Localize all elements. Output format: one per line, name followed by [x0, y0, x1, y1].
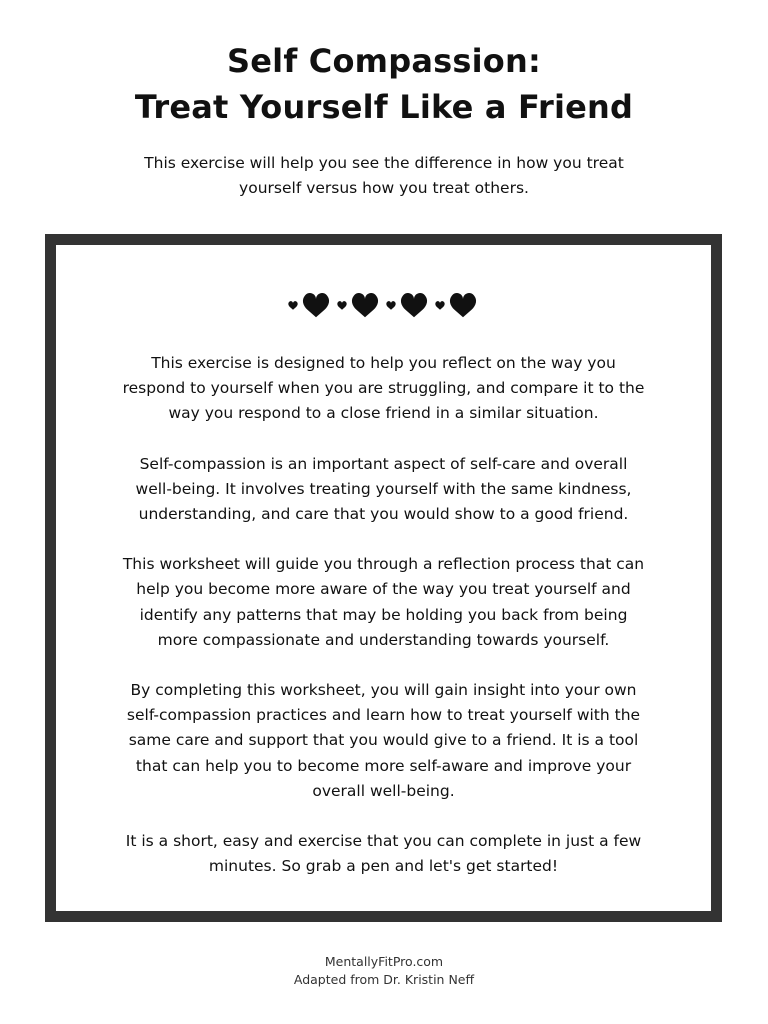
paragraph-line: This exercise is designed to help you reflect on the way you	[151, 354, 616, 372]
paragraph-line: way you respond to a close friend in a similar situation.	[168, 404, 599, 423]
paragraph-line: overall well-being.	[312, 781, 455, 800]
paragraph-line: identify any patterns that may be holding you back from being	[139, 605, 628, 624]
paragraph-line: well-being. It involves treating yourself with the same kindness,	[135, 479, 632, 498]
body-text	[80, 351, 687, 904]
paragraph-line: help you become more aware of the way you treat yourself and	[136, 580, 631, 599]
title-line-2: Treat Yourself Like a Friend	[134, 88, 634, 126]
paragraph-worksheet-guide	[80, 552, 687, 653]
large-heart-icon	[302, 293, 328, 317]
intro-text	[84, 151, 684, 201]
paragraph-line: that can help you to become more self-aware and improve your	[135, 756, 632, 775]
large-heart-icon	[351, 293, 377, 317]
small-heart-icon	[337, 301, 346, 310]
paragraph-intro	[80, 351, 687, 427]
footer-attribution: Adapted from Dr. Kristin Neff	[293, 972, 475, 987]
intro-line-2: yourself versus how you treat others.	[239, 179, 529, 197]
large-heart-icon	[400, 293, 426, 317]
small-heart-icon	[386, 301, 395, 310]
paragraph-line: more compassionate and understanding towards yourself.	[157, 630, 610, 649]
paragraph-line: This worksheet will guide you through a reflection process that can	[122, 555, 645, 574]
content-frame	[45, 234, 722, 922]
paragraph-line: Self-compassion is an important aspect of self-care and overall	[139, 454, 628, 473]
small-heart-icon	[288, 301, 297, 310]
paragraph-line: respond to yourself when you are struggling, and compare it to the	[122, 379, 645, 398]
intro-line-1: This exercise will help you see the difference in how you treat	[144, 154, 624, 172]
page-title	[0, 38, 768, 130]
small-heart-icon	[435, 301, 444, 310]
hearts-divider-svg	[288, 289, 480, 323]
paragraph-insight	[80, 678, 687, 804]
footer-website: MentallyFitPro.com	[324, 954, 444, 969]
paragraph-get-started	[80, 829, 687, 879]
footer	[0, 953, 768, 989]
paragraph-line: self-compassion practices and learn how to treat yourself with the	[126, 706, 641, 725]
paragraph-line: understanding, and care that you would show to a good friend.	[138, 505, 629, 524]
title-line-1: Self Compassion:	[227, 42, 541, 80]
paragraph-line: It is a short, easy and exercise that you can complete in just a few	[125, 832, 642, 851]
large-heart-icon	[449, 293, 475, 317]
paragraph-line: same care and support that you would give to a friend. It is a tool	[128, 731, 639, 750]
paragraph-line: By completing this worksheet, you will gain insight into your own	[130, 681, 637, 700]
paragraph-self-compassion	[80, 452, 687, 528]
paragraph-line: minutes. So grab a pen and let's get started!	[208, 857, 559, 876]
hearts-divider-icon	[56, 289, 711, 323]
